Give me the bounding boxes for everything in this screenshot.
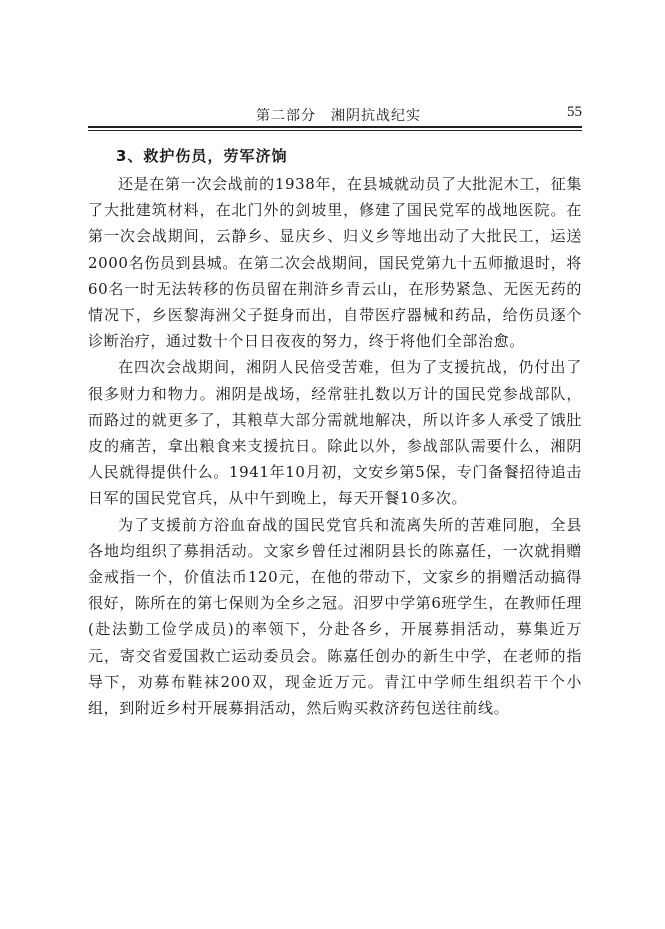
- running-header: [88, 103, 582, 127]
- page-number: 55: [567, 104, 582, 120]
- section-title: 第二部分 湘阴抗战纪实: [256, 108, 421, 124]
- body-text: [88, 143, 582, 721]
- header-rule-thin: [88, 130, 582, 131]
- paragraph: 在四次会战期间，湘阴人民倍受苦难，但为了支援抗战，仍付出了很多财力和物力。湘阴是战场，经常驻扎数以万计的国民党参战部队，而路过的就更多了，其粮草大部分需就地解决，所以许多人承受了饿肚皮的痛苦，拿出粮食来支援抗日。除此以外，参战部队需要什么，湘阴人民就得提供什么。1941年10月初，文安乡第5保，专门备餐招待追击日军的国民党官兵，从中午到晚上，每天开餐10多次。: [88, 358, 582, 508]
- section-heading: 3、救护伤员，劳军济饷: [116, 147, 288, 165]
- paragraph: 为了支援前方浴血奋战的国民党官兵和流离失所的苦难同胞，全县各地均组织了募捐活动。文家乡曾任过湘阴县长的陈嘉任，一次就捐赠金戒指一个，价值法币120元，在他的带动下，文家乡的捐赠活动搞得很好，陈所在的第七保则为全乡之冠。汨罗中学第6班学生，在教师任理(赴法勤工俭学成员)的率领下，分赴各乡，开展募捐活动，募集近万元，寄交省爱国救亡运动委员会。陈嘉任创办的新生中学，在老师的指导下，劝募布鞋袜200双，现金近万元。青江中学师生组织若干个小组，到附近乡村开展募捐活动，然后购买救济药包送往前线。: [88, 515, 582, 718]
- paragraph: 还是在第一次会战前的1938年，在县城就动员了大批泥木工，征集了大批建筑材料，在北门外的剑坡里，修建了国民党军的战地医院。在第一次会战期间，云静乡、显庆乡、归义乡等地出动了大批民工，运送2000名伤员到县城。在第二次会战期间，国民党第九十五师撤退时，将60名一时无法转移的伤员留在荆浒乡青云山，在形势紧急、无医无药的情况下，乡医黎海洲父子挺身而出，自带医疗器械和药品，给伤员逐个诊断治疗，通过数十个日日夜夜的努力，终于将他们全部治愈。: [88, 175, 582, 351]
- header-rule-thick: [88, 126, 582, 128]
